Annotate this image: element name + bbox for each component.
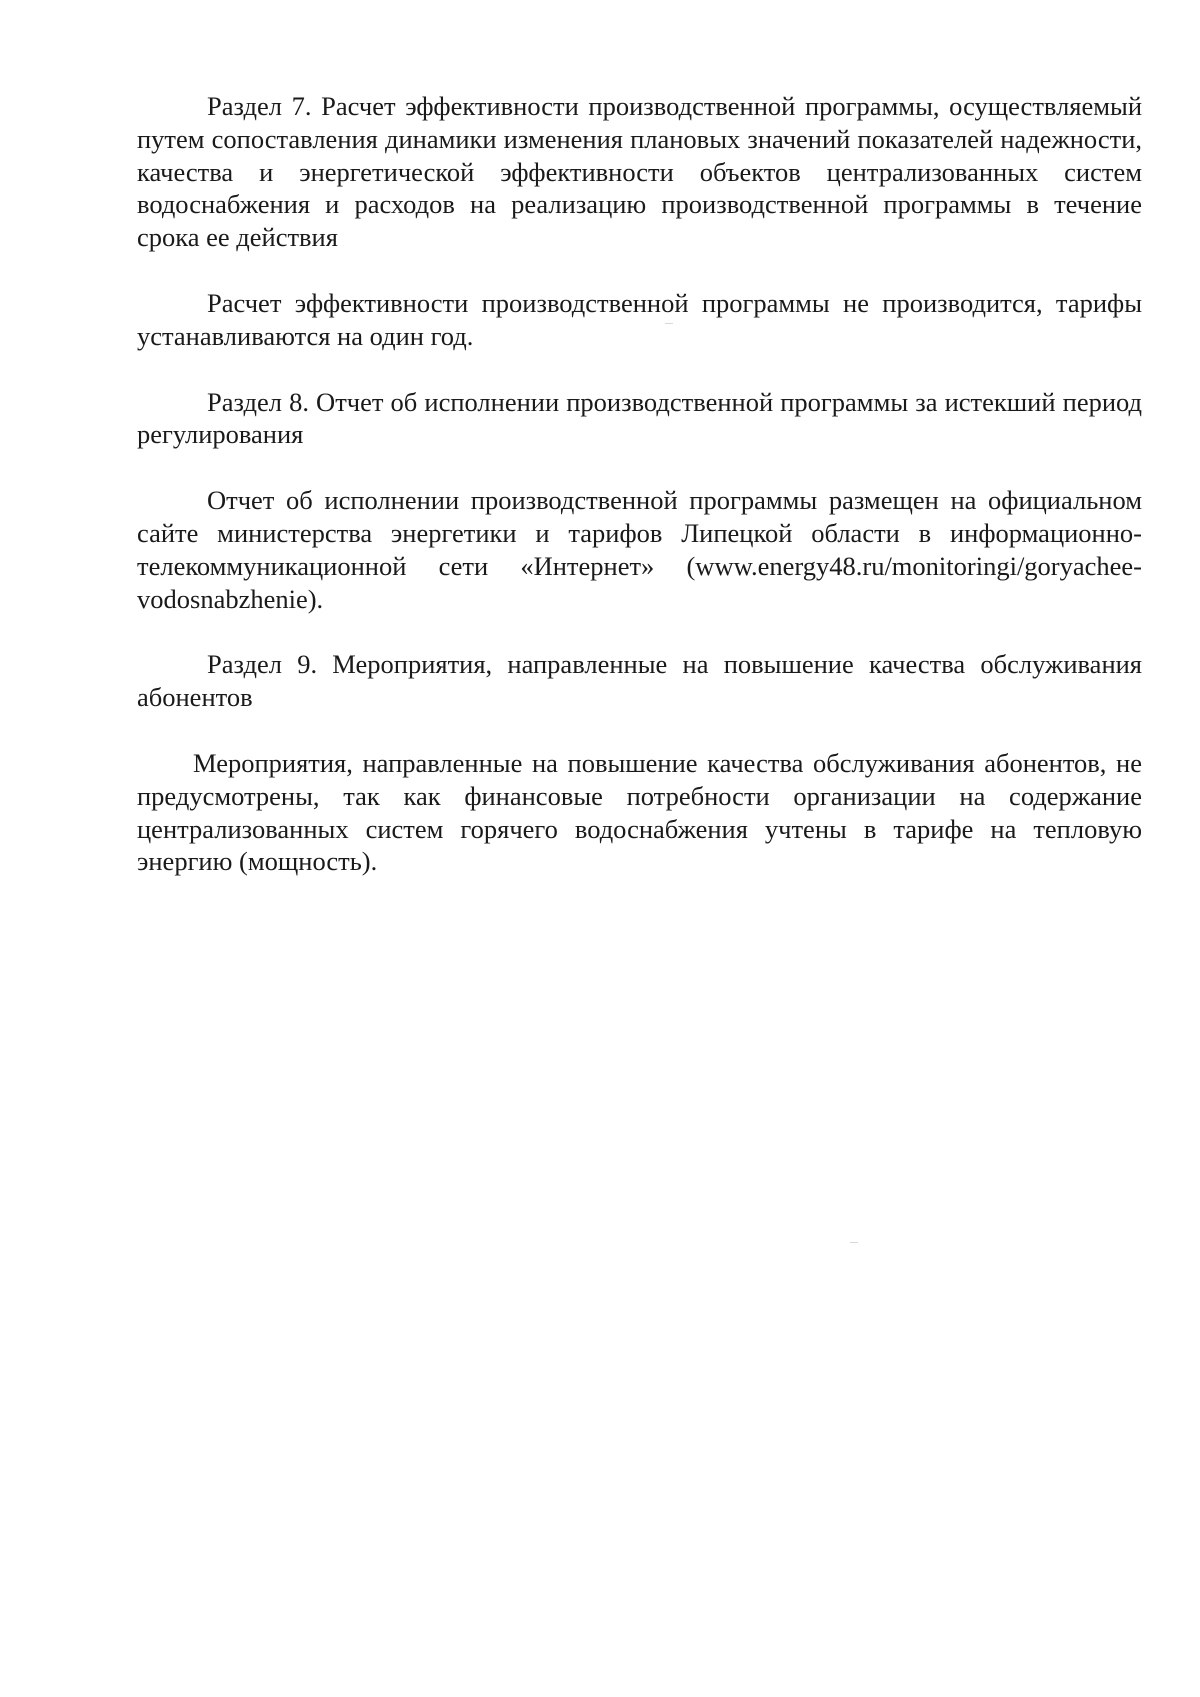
document-body	[137, 90, 1142, 878]
scan-speck	[850, 1242, 858, 1243]
scan-speck	[665, 323, 673, 324]
section-8-heading: Раздел 8. Отчет об исполнении производственной программы за истекший период регулирования	[137, 386, 1142, 450]
spacer	[137, 353, 1142, 386]
spacer	[137, 254, 1142, 287]
section-7-body: Расчет эффективности производственной программы не производится, тарифы устанавливаются на один год.	[137, 287, 1142, 351]
section-7-heading: Раздел 7. Расчет эффективности производственной программы, осуществляемый путем сопоставления динамики изменения плановых значений показателей надежности, качества и энергетической эффективности объектов централизованных систем водоснабжения и расходов на реализацию производственной программы в течение срока ее действия	[137, 91, 1142, 253]
section-8-body: Отчет об исполнении производственной программы размещен на официальном сайте министерства энергетики и тарифов Липецкой области в информационно-телекоммуникационной сети «Интернет» (www.energy48.ru/monitoringi/goryachee-vodosnabzhenie).	[137, 485, 1142, 614]
section-9-body: Мероприятия, направленные на повышение качества обслуживания абонентов, не предусмотрены, так как финансовые потребности организации на содержание централизованных систем горячего водоснабжения учтены в тарифе на тепловую энергию (мощность).	[137, 747, 1142, 877]
spacer	[137, 714, 1142, 747]
section-9-heading: Раздел 9. Мероприятия, направленные на повышение качества обслуживания абонентов	[137, 649, 1142, 713]
spacer	[137, 615, 1142, 648]
spacer	[137, 451, 1142, 484]
